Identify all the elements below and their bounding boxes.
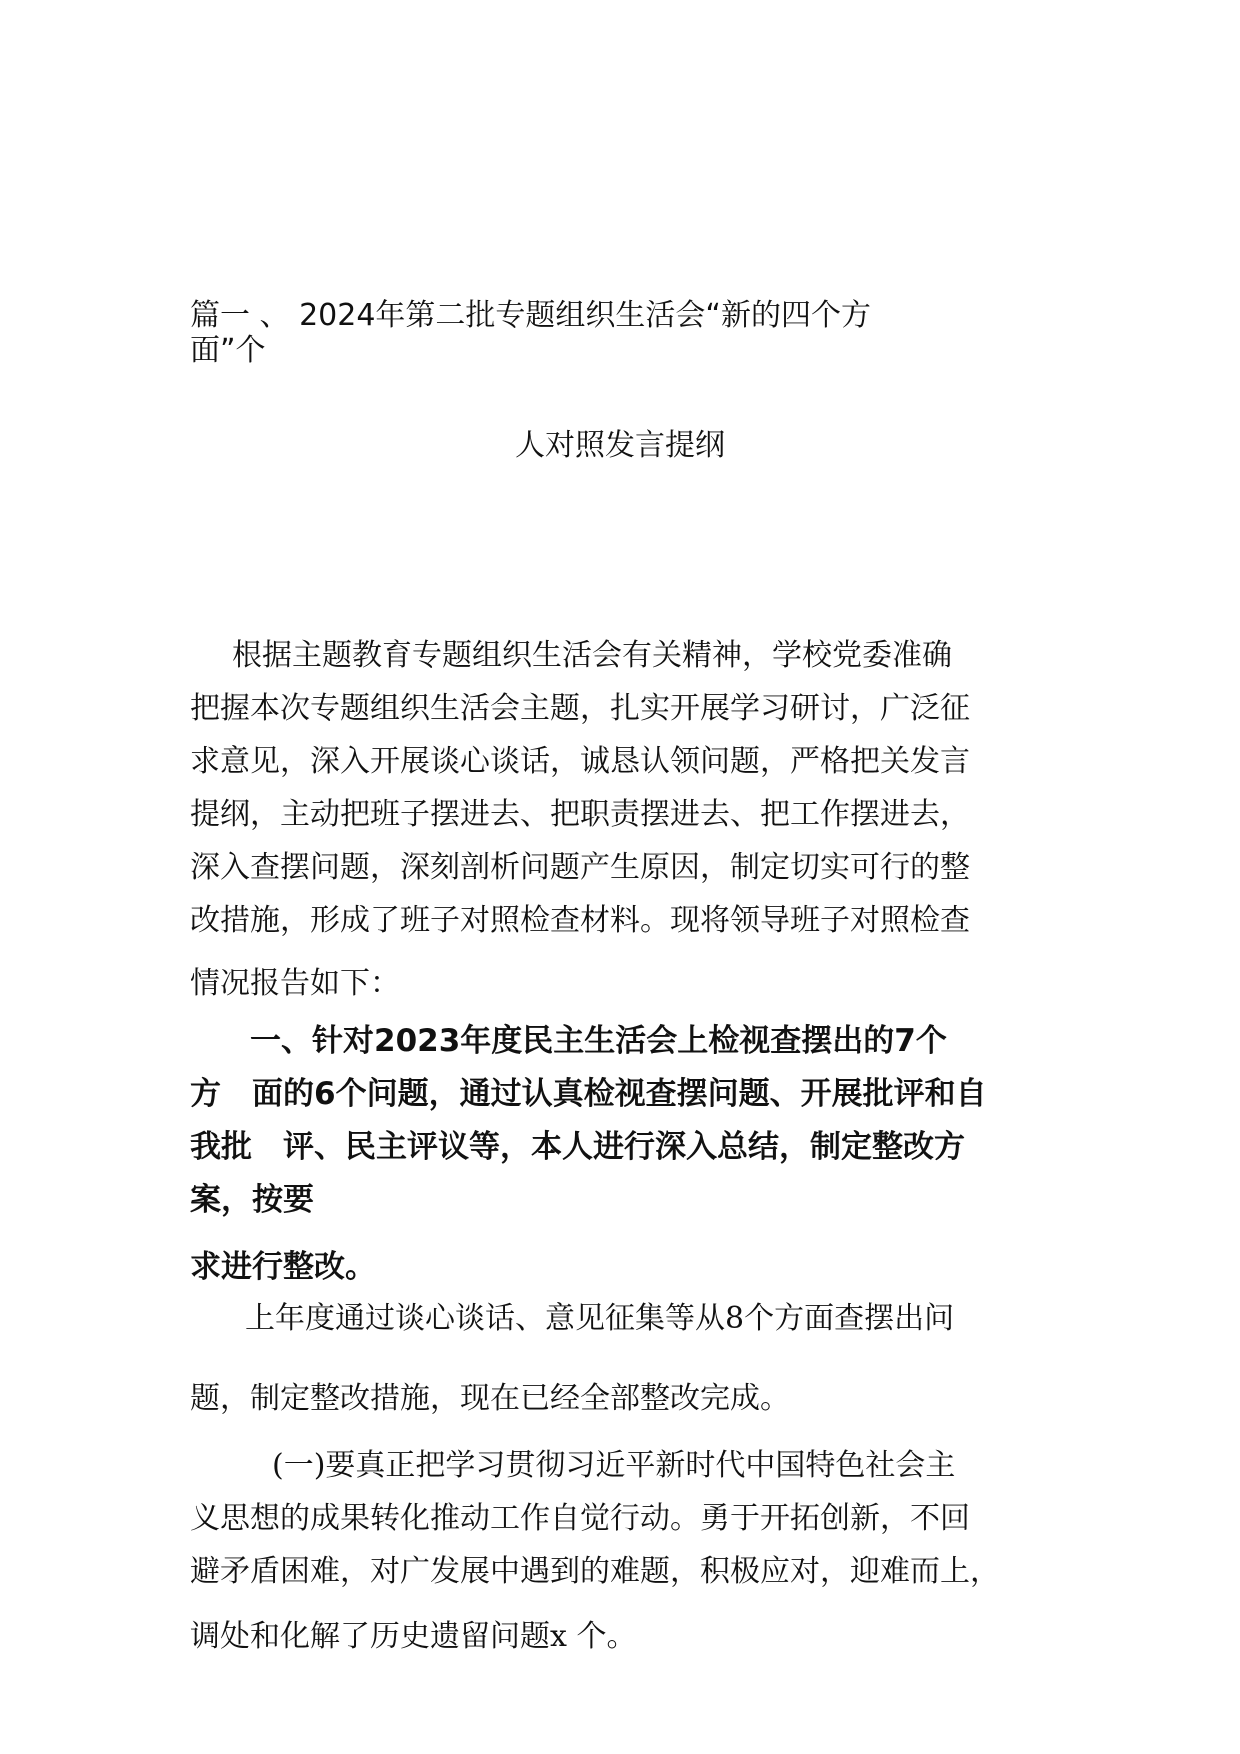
section-heading-line: 我批 评、民主评议等，本人进行深入总结，制定整改方 <box>190 1129 965 1165</box>
section-heading-line: 方 面的6个问题，通过认真检视查摆问题、开展批评和自 <box>190 1076 987 1112</box>
paragraph-2-line: 上年度通过谈心谈话、意见征集等从8个方面查摆出问 <box>245 1301 955 1336</box>
document-title-line-2: 面”个 <box>190 333 266 368</box>
paragraph-3-line: (一)要真正把学习贯彻习近平新时代中国特色社会主 <box>272 1448 956 1483</box>
document-title-line-1: 篇一 、 2024年第二批专题组织生活会“新的四个方 <box>190 298 871 333</box>
paragraph-3-line: 避矛盾困难，对广发展中遇到的难题，积极应对，迎难而上， <box>190 1554 1000 1589</box>
section-heading-line: 一、针对2023年度民主生活会上检视查摆出的7个 <box>250 1023 947 1059</box>
paragraph-1-line: 提纲，主动把班子摆进去、把职责摆进去、把工作摆进去， <box>190 797 970 832</box>
paragraph-1-line: 求意见，深入开展谈心谈话，诚恳认领问题，严格把关发言 <box>190 744 970 779</box>
paragraph-1-line: 根据主题教育专题组织生活会有关精神，学校党委准确 <box>232 638 952 673</box>
section-heading-line: 求进行整改。 <box>190 1249 376 1285</box>
paragraph-1-line: 把握本次专题组织生活会主题，扎实开展学习研讨，广泛征 <box>190 691 970 726</box>
paragraph-3-line: 义思想的成果转化推动工作自觉行动。勇于开拓创新，不回 <box>190 1501 970 1536</box>
document-subtitle: 人对照发言提纲 <box>515 428 725 463</box>
section-heading-line: 案，按要 <box>190 1182 314 1218</box>
paragraph-1-line: 改措施，形成了班子对照检查材料。现将领导班子对照检查 <box>190 903 970 938</box>
paragraph-1-line: 深入查摆问题，深刻剖析问题产生原因，制定切实可行的整 <box>190 850 970 885</box>
paragraph-2-line: 题，制定整改措施，现在已经全部整改完成。 <box>190 1381 790 1416</box>
paragraph-1-line: 情况报告如下： <box>190 966 400 1001</box>
paragraph-3-line: 调处和化解了历史遗留问题x 个。 <box>190 1619 637 1654</box>
